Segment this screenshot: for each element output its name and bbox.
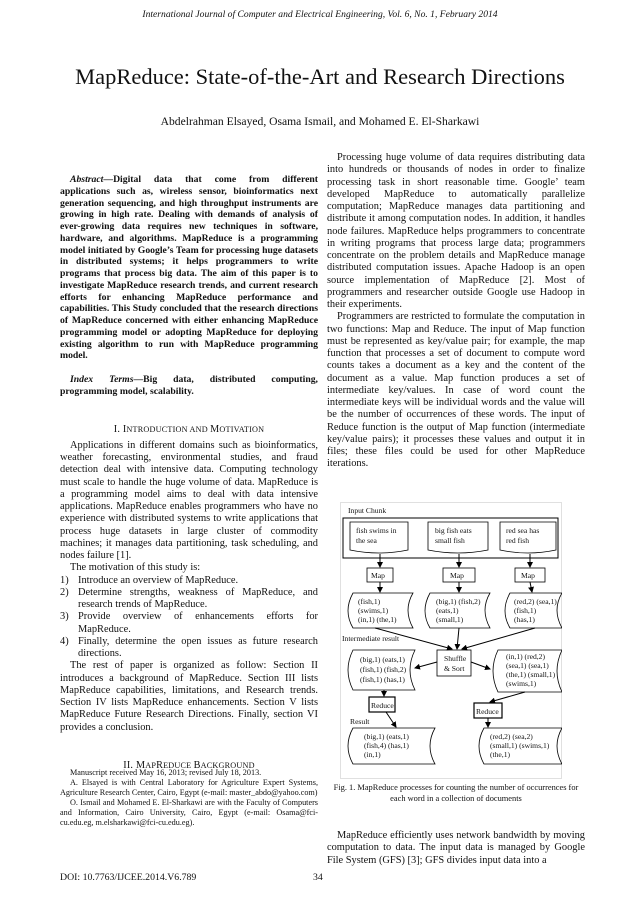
svg-text:Shuffle: Shuffle [444,654,467,663]
caption-line: Fig. 1. MapReduce processes for counting the number of occurrences for [333,783,579,792]
svg-text:(small,1): (small,1) [436,615,464,624]
paragraph: The motivation of this study is: [70,562,201,574]
result-label: Result [350,717,370,726]
map-label: Map [521,571,535,580]
svg-text:(swims,1): (swims,1) [358,606,389,615]
abstract-label: Abstract [70,174,104,185]
svg-text:(the,1): (the,1) [490,750,511,759]
abstract [60,174,318,362]
svg-text:fish swims in: fish swims in [356,526,397,535]
map-label: Map [450,571,464,580]
svg-text:(in,1): (in,1) [364,750,381,759]
list-item: 4) Finally, determine the open issues as future research directions. [60,635,318,659]
reduce-label: Reduce [476,707,499,716]
svg-text:(small,1) (swims,1): (small,1) (swims,1) [490,741,550,750]
motivation-list [60,575,318,661]
index-terms [60,374,318,398]
caption-line: each word in a collection of documents [390,793,522,803]
page-number: 34 [313,872,323,883]
svg-text:(big,1) (eats,1): (big,1) (eats,1) [360,655,405,664]
reduce-label: Reduce [371,701,394,710]
input-chunk-label: Input Chunk [348,506,387,515]
section-heading-introduction: I. INTRODUCTION AND MOTIVATION [113,423,265,435]
svg-text:(fish,1): (fish,1) [358,597,381,606]
paragraph: Programmers are restricted to formulate the computation in two functions: Map and Reduce. The input of Map function must be represented as key/value pair; for example, the map function that processes a set of document to compute word counts takes a document as a key and the content of the document as a value. Map function produces a set of intermediate key/values. In case of word count the intermediate keys will be individual words and the value will be the number of occurrences of these words. The input of Reduce function is the output of Map function (intermediate key/value pairs); it processes these values and output it in files; these files could be used for other MapReduce iterations. [327,311,585,470]
svg-text:(has,1): (has,1) [514,615,535,624]
svg-text:(the,1) (small,1): (the,1) (small,1) [506,670,556,679]
figure-caption [330,783,582,804]
mapreduce-figure [340,502,562,780]
paragraph: Applications in different domains such as bioinformatics, weather forecasting, environmental studies, and fraud detection deal with intensive data. Computing technology must scale to handle the huge volume of data. MapReduce is a programming model aims to deal with data intensive applications. MapReduce enables programmers who have no experience with distributed systems to write applications that process huge datasets in large cluster of commodity machines; it manages data partitioning, task scheduling, and nodes failure [1]. [60,439,318,561]
paragraph: Processing huge volume of data requires distributing data into hundreds or thousands of nodes in order to finalize processing task in short reasonable time. Google’ team developed MapReduce to automatically parallelize computation; MapReduce manages data partitioning and distribute it among computation nodes. In addition, it handles node failures. MapReduce helps programmers to concentrate in writing programs that process large data; programmers concentrate on the problem details and MapReduce manage distributed computation issues. Apache Hadoop is an open source implementation of MapReduce [2]. Most of programmers and researcher outside Google use Hadoop in their experiments. [327,152,585,310]
paragraph: The rest of paper is organized as follow: Section II introduces a background of MapReduce. Section III lists MapReduce capabilities, limitations, and Research trends. Section IV lists MapReduce enhancements. Section V lists MapReduce Future Research Directions. Finally, section VI provides a conclusion. [60,660,318,733]
svg-text:(swims,1): (swims,1) [506,679,537,688]
right-column [327,152,585,471]
svg-text:small fish: small fish [435,536,465,545]
svg-text:red sea has: red sea has [506,526,540,535]
paragraph: MapReduce efficiently uses network bandwidth by moving computation to data. The input data is managed by Google File System (GFS) [3]; GFS divides input data into a [327,830,585,866]
footnote: Manuscript received May 16, 2013; revised July 18, 2013. [70,768,262,777]
svg-text:(in,1) (red,2): (in,1) (red,2) [506,652,546,661]
paper-title: MapReduce: State-of-the-Art and Research Directions [75,64,565,89]
section-heading-background: II. MAPREDUCE BACKGROUND [123,759,255,771]
svg-text:(big,1) (fish,2): (big,1) (fish,2) [436,597,481,606]
doi: DOI: 10.7763/IJCEE.2014.V6.789 [60,872,197,883]
list-item: 2) Determine strengths, weakness of MapReduce, and research trends of MapReduce. [60,586,318,610]
svg-text:(big,1) (eats,1): (big,1) (eats,1) [364,732,409,741]
svg-text:(red,2) (sea,2): (red,2) (sea,2) [490,732,533,741]
footnotes [60,768,318,827]
authors: Abdelrahman Elsayed, Osama Ismail, and Mohamed E. El-Sharkawi [160,115,480,128]
svg-text:& Sort: & Sort [444,664,465,673]
svg-text:(fish,4) (has,1): (fish,4) (has,1) [364,741,409,750]
index-terms-text: —Big data, distributed computing, programming model, scalability. [60,374,318,397]
svg-text:(eats,1): (eats,1) [436,606,459,615]
abstract-text: —Digital data that come from different applications such as, wireless sensor, bioinformatics next generation sequencing, and high throughput instruments are growing in high rate. Dealing with demands of analysis of ever-growing data requires new techniques in software, hardware, and algorithms. MapReduce is a programming model initiated by Google’s Team for processing huge datasets in distributed systems; it helps programmers to write programs that process big data. The aim of this paper is to investigate MapReduce research trends, and current research efforts for enhancing MapReduce performance and capabilities. This Study concluded that the research directions of MapReduce concerned with either enhancing MapReduce programming model or adopting MapReduce for deploying existing algorithm to run with MapReduce programming model. [60,174,318,362]
left-column [60,174,318,776]
index-terms-label: Index Terms [70,374,134,385]
intermediate-result-label: Intermediate result [342,634,400,643]
svg-text:(sea,1) (sea,1): (sea,1) (sea,1) [506,661,549,670]
list-item: 3) Provide overview of enhancements efforts for MapReduce. [60,611,318,635]
footnote: A. Elsayed is with Central Laboratory for Agriculture Expert Systems, Agriculture Research Center, Cairo, Egypt (e-mail: master_abdo@yahoo.com) [60,777,318,797]
list-item: 1) Introduce an overview of MapReduce. [60,574,239,586]
svg-text:the sea: the sea [356,536,377,545]
svg-text:big fish eats: big fish eats [435,526,472,535]
svg-text:(fish,1) (has,1): (fish,1) (has,1) [360,675,405,684]
svg-text:(fish,1) (fish,2): (fish,1) (fish,2) [360,665,407,674]
map-label: Map [371,571,385,580]
svg-text:(red,2) (sea,1): (red,2) (sea,1) [514,597,557,606]
svg-text:(fish,1): (fish,1) [514,606,537,615]
svg-text:red fish: red fish [506,536,529,545]
footnote: O. Ismail and Mohamed E. El-Sharkawi are with the Faculty of Computers and Information, Cairo University, Cairo, Egypt (e-mail: Osama@fci-cu.edu.eg, m.elsharkawi@fci-cu.edu.eg). [60,797,318,827]
svg-text:(in,1) (the,1): (in,1) (the,1) [358,615,397,624]
journal-header: International Journal of Computer and Electrical Engineering, Vol. 6, No. 1, February 2014 [142,9,498,20]
